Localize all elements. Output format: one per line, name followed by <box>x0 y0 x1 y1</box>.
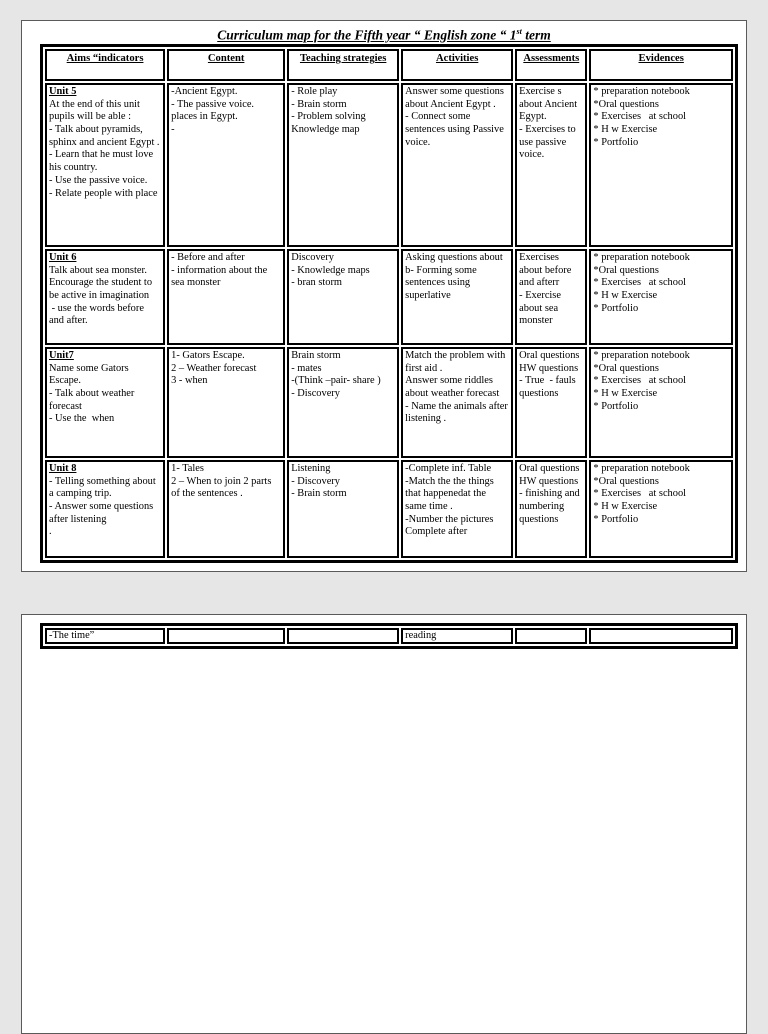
cell-line: - True - fauls questions <box>519 375 579 400</box>
cell-line: - Brain storm <box>291 98 347 110</box>
cell-line: - Learn that he must love his country. <box>49 149 156 174</box>
cell-line: * preparation notebook <box>593 252 690 263</box>
continuation-cell: -The time” <box>45 628 165 644</box>
cell-line: - use the words before and after. <box>49 302 147 327</box>
cell-line: Brain storm <box>291 350 341 361</box>
cell-line: 2 – Weather forecast <box>171 362 257 374</box>
cell-line: - <box>171 124 175 136</box>
cell-line: - Use the passive voice. <box>49 174 148 186</box>
document-page-1 <box>21 20 747 572</box>
curriculum-table <box>40 44 738 563</box>
cell-line: - Telling something about a camping trip. <box>49 475 159 500</box>
cell-line: * H w Exercise <box>593 501 658 513</box>
cell-line: * Portfolio <box>593 302 639 314</box>
activities-cell <box>401 460 513 558</box>
continuation-cell <box>515 628 587 644</box>
cell-line: * preparation notebook <box>593 463 690 474</box>
cell-line: * Portfolio <box>593 136 639 148</box>
cell-line: Oral questions <box>519 350 580 361</box>
header-evidences: Evidences <box>589 49 733 81</box>
continuation-row <box>45 628 733 644</box>
activities-cell <box>401 249 513 345</box>
unit-label: Unit 5 <box>49 86 77 97</box>
header-row <box>45 49 733 81</box>
continuation-cell <box>167 628 285 644</box>
header-activities: Activities <box>401 49 513 81</box>
cell-line: -Number the pictures <box>405 513 494 525</box>
cell-line: - Answer some questions after listening <box>49 501 156 525</box>
cell-line: Discovery <box>291 252 334 263</box>
cell-line: * Portfolio <box>593 400 639 412</box>
cell-line: 1- Gators Escape. <box>171 350 245 361</box>
document-page-2 <box>21 614 747 1034</box>
cell-line: - Talk about pyramids, sphinx and ancient Egypt . <box>49 124 160 148</box>
cell-line: At the end of this unit pupils will be able : <box>49 98 143 123</box>
cell-line: 2 – When to join 2 parts of the sentences . <box>171 475 274 500</box>
activities-cell <box>401 83 513 247</box>
cell-line: * Exercises at school <box>593 277 687 289</box>
cell-line: Name some Gators Escape. <box>49 362 132 387</box>
cell-line: - Knowledge maps <box>291 264 370 276</box>
cell-line: *Oral questions <box>593 264 659 276</box>
cell-line: * Exercises at school <box>593 111 687 123</box>
unit-row <box>45 460 733 558</box>
cell-line: *Oral questions <box>593 475 659 487</box>
cell-line: 3 - when <box>171 375 208 387</box>
cell-line: - Discovery <box>291 475 340 487</box>
cell-line: . <box>49 526 52 538</box>
cell-line: Complete after <box>405 526 468 538</box>
aims-cell <box>45 249 165 345</box>
unit-row <box>45 249 733 345</box>
aims-cell <box>45 347 165 458</box>
evidences-cell <box>589 249 733 345</box>
cell-line: * Exercises at school <box>593 488 687 500</box>
cell-line: * H w Exercise <box>593 388 658 400</box>
unit-label: Unit 6 <box>49 252 77 263</box>
cell-line: - information about the sea monster <box>171 264 270 289</box>
header-content: Content <box>167 49 285 81</box>
cell-line: - Exercise about sea monster <box>519 290 564 327</box>
cell-line: - Name the animals after listening . <box>405 400 511 425</box>
cell-line: * Exercises at school <box>593 375 687 387</box>
cell-line: - Talk about weather forecast <box>49 388 137 412</box>
cell-line: - mates <box>291 362 322 374</box>
continuation-cell: reading <box>401 628 513 644</box>
evidences-cell <box>589 460 733 558</box>
aims-cell <box>45 460 165 558</box>
cell-line: Exercise s about Ancient Egypt. <box>519 86 580 123</box>
document-title: Curriculum map for the Fifth year “ English zone “ 1st term <box>217 27 551 43</box>
unit-label: Unit 8 <box>49 463 77 474</box>
cell-line: HW questions <box>519 475 579 487</box>
cell-line: - The passive voice. <box>171 98 255 110</box>
assessments-cell <box>515 249 587 345</box>
cell-line: * Portfolio <box>593 513 639 525</box>
cell-line: Answer some questions about Ancient Egypt . <box>405 86 507 110</box>
cell-line: Match the problem with first aid . <box>405 350 508 374</box>
cell-line: Asking questions about b- Forming some sentences using superlative <box>405 252 506 302</box>
teaching-strategies-cell <box>287 460 399 558</box>
cell-line: Answer some riddles about weather forecast <box>405 375 500 400</box>
cell-line: Oral questions <box>519 463 580 474</box>
content-cell <box>167 460 285 558</box>
cell-line: - Role play <box>291 86 338 97</box>
aims-cell <box>45 83 165 247</box>
cell-line: places in Egypt. <box>171 111 238 123</box>
cell-line: - Problem solving <box>291 111 366 123</box>
cell-line: -Ancient Egypt. <box>171 86 238 97</box>
cell-line: *Oral questions <box>593 98 659 110</box>
cell-line: * preparation notebook <box>593 86 690 97</box>
cell-line: - Relate people with place <box>49 187 158 199</box>
continuation-cell <box>589 628 733 644</box>
cell-line: - Before and after <box>171 252 245 263</box>
unit-row <box>45 83 733 247</box>
cell-line: HW questions <box>519 362 579 374</box>
cell-line: -(Think –pair- share ) <box>291 375 381 387</box>
cell-line: - Exercises to use passive voice. <box>519 124 579 161</box>
unit-label: Unit7 <box>49 350 74 361</box>
cell-line: * preparation notebook <box>593 350 690 361</box>
continuation-cell <box>287 628 399 644</box>
content-cell <box>167 249 285 345</box>
cell-line: -Complete inf. Table <box>405 463 492 474</box>
cell-line: Encourage the student to be active in imagination <box>49 277 155 302</box>
teaching-strategies-cell <box>287 83 399 247</box>
activities-cell <box>401 347 513 458</box>
unit-row <box>45 347 733 458</box>
assessments-cell <box>515 347 587 458</box>
cell-line: - Connect some sentences using Passive voice. <box>405 111 507 148</box>
cell-line: -Match the the things that happenedat the same time . <box>405 475 497 513</box>
cell-line: * H w Exercise <box>593 290 658 302</box>
header-teaching-strategies: Teaching strategies <box>287 49 399 81</box>
cell-line: Exercises about before and afterr <box>519 252 574 289</box>
content-cell <box>167 347 285 458</box>
cell-line: - Use the when <box>49 413 115 425</box>
cell-line: Knowledge map <box>291 124 360 136</box>
cell-line: Talk about sea monster. <box>49 264 147 276</box>
header-assessments: Assessments <box>515 49 587 81</box>
content-cell <box>167 83 285 247</box>
evidences-cell <box>589 83 733 247</box>
header-aims: Aims “indicators <box>45 49 165 81</box>
cell-line: - Discovery <box>291 388 340 400</box>
evidences-cell <box>589 347 733 458</box>
assessments-cell <box>515 460 587 558</box>
teaching-strategies-cell <box>287 347 399 458</box>
teaching-strategies-cell <box>287 249 399 345</box>
cell-line: - Brain storm <box>291 488 347 500</box>
continuation-table <box>40 623 738 649</box>
cell-line: * H w Exercise <box>593 124 658 136</box>
cell-line: 1- Tales <box>171 463 204 474</box>
cell-line: - finishing and numbering questions <box>519 488 583 525</box>
assessments-cell <box>515 83 587 247</box>
cell-line: Listening <box>291 463 331 474</box>
cell-line: *Oral questions <box>593 362 659 374</box>
cell-line: - bran storm <box>291 277 342 289</box>
